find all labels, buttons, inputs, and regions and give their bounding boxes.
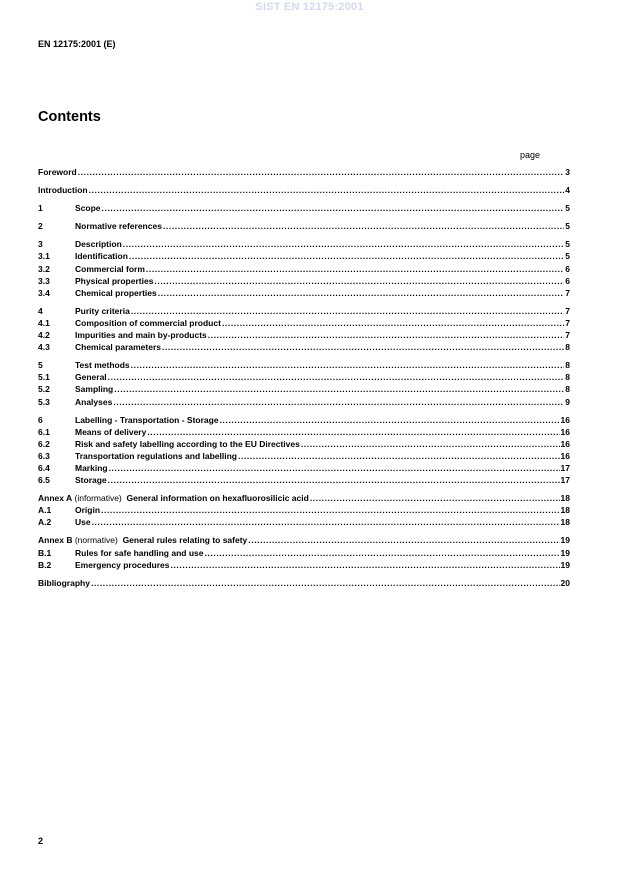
toc-entry-number: 5.1 bbox=[38, 372, 50, 383]
toc-entry-title-text: Risk and safety labelling according to the EU Directives bbox=[75, 438, 300, 449]
annex-status: (normative) bbox=[72, 535, 123, 546]
toc-entry-number: 4.3 bbox=[38, 342, 50, 353]
toc-entry[interactable] bbox=[38, 329, 570, 341]
toc-entry[interactable] bbox=[38, 462, 570, 474]
toc-entry-number: 6.1 bbox=[38, 426, 50, 437]
toc-entry-page: 9 bbox=[565, 396, 570, 407]
toc-entry-number: B.1 bbox=[38, 547, 52, 558]
toc-entry-number: 5.2 bbox=[38, 384, 50, 395]
toc-entry-page: 5 bbox=[565, 221, 570, 232]
toc-entry[interactable] bbox=[38, 383, 570, 395]
dot-leader bbox=[248, 534, 559, 546]
toc-entry-number: B.2 bbox=[38, 559, 52, 570]
toc-entry-title bbox=[75, 329, 207, 341]
toc-entry-title-text: Identification bbox=[75, 251, 128, 262]
toc-entry-title-text: Transportation regulations and labelling bbox=[75, 450, 237, 461]
toc-entry-title bbox=[75, 275, 153, 287]
toc-entry[interactable] bbox=[38, 184, 570, 196]
toc-entry-title-text: Foreword bbox=[38, 167, 77, 177]
watermark: SIST EN 12175:2001 bbox=[255, 1, 364, 13]
toc-entry-page: 17 bbox=[560, 475, 570, 486]
toc-entry-page: 17 bbox=[560, 462, 570, 473]
toc-entry-title bbox=[75, 220, 162, 232]
toc-entry-title bbox=[75, 504, 100, 516]
toc-entry-page: 4 bbox=[565, 185, 570, 196]
toc-entry-title-text: Storage bbox=[75, 475, 107, 486]
toc-entry-page: 5 bbox=[565, 203, 570, 214]
toc-entry[interactable] bbox=[38, 414, 570, 426]
toc-entry[interactable] bbox=[38, 275, 570, 287]
table-of-contents bbox=[38, 166, 570, 589]
toc-entry-title bbox=[75, 450, 237, 462]
toc-entry-page: 6 bbox=[565, 263, 570, 274]
toc-entry[interactable] bbox=[38, 474, 570, 486]
dot-leader bbox=[123, 238, 565, 250]
toc-entry-number: 3.1 bbox=[38, 251, 50, 262]
dot-leader bbox=[108, 371, 565, 383]
dot-leader bbox=[163, 220, 564, 232]
toc-entry-title-text: Composition of commercial product bbox=[75, 317, 221, 328]
toc-entry[interactable] bbox=[38, 220, 570, 232]
document-id: EN 12175:2001 (E) bbox=[38, 39, 116, 49]
toc-entry-title-text: Impurities and main by-products bbox=[75, 330, 207, 341]
toc-entry-number: 3.3 bbox=[38, 275, 50, 286]
toc-entry-title bbox=[75, 371, 107, 383]
toc-entry[interactable] bbox=[38, 359, 570, 371]
page-number: 2 bbox=[38, 836, 44, 846]
toc-entry-title bbox=[75, 426, 146, 438]
toc-entry-title-text: Commercial form bbox=[75, 263, 145, 274]
toc-entry-page: 7 bbox=[565, 317, 570, 328]
toc-entry-title-text: Annex B bbox=[38, 535, 73, 546]
toc-entry-number: 3.4 bbox=[38, 287, 50, 298]
toc-entry-title-text: Analyses bbox=[75, 396, 113, 407]
dot-leader bbox=[301, 438, 560, 450]
toc-entry-title bbox=[75, 414, 219, 426]
toc-entry-number: 4 bbox=[38, 305, 43, 316]
toc-entry-page: 19 bbox=[560, 559, 570, 570]
toc-entry-number: 6.2 bbox=[38, 438, 50, 449]
toc-entry-title-text: Labelling - Transportation - Storage bbox=[75, 414, 219, 425]
dot-leader bbox=[102, 202, 565, 214]
dot-leader bbox=[91, 577, 560, 589]
toc-entry-title bbox=[75, 263, 145, 275]
toc-entry[interactable] bbox=[38, 396, 570, 408]
toc-entry-title bbox=[75, 438, 300, 450]
toc-entry-title bbox=[75, 396, 112, 408]
toc-entry-title-text: Means of delivery bbox=[75, 426, 147, 437]
toc-entry-title bbox=[38, 492, 309, 504]
toc-entry-number: 4.2 bbox=[38, 330, 50, 341]
toc-entry-title bbox=[38, 577, 90, 589]
toc-entry[interactable] bbox=[38, 305, 570, 317]
toc-entry[interactable] bbox=[38, 317, 570, 329]
dot-leader bbox=[204, 547, 559, 559]
dot-leader bbox=[108, 474, 560, 486]
dot-leader bbox=[146, 263, 564, 275]
annex-status: (informative) bbox=[72, 493, 127, 504]
toc-entry-page: 20 bbox=[560, 577, 570, 588]
toc-entry-number: A.1 bbox=[38, 505, 52, 516]
toc-entry-page: 18 bbox=[560, 493, 570, 504]
toc-entry-title-text: Purity criteria bbox=[75, 305, 130, 316]
toc-entry-page: 3 bbox=[565, 167, 570, 177]
toc-entry[interactable] bbox=[38, 426, 570, 438]
dot-leader bbox=[114, 383, 564, 395]
annex-title: General rules relating to safety bbox=[122, 535, 248, 546]
toc-entry-title-text: Sampling bbox=[75, 384, 114, 395]
dot-leader bbox=[109, 462, 560, 474]
toc-entry-title-text: General bbox=[75, 372, 107, 383]
toc-entry-page: 18 bbox=[560, 517, 570, 528]
toc-entry-page: 5 bbox=[565, 251, 570, 262]
toc-entry-title bbox=[75, 462, 108, 474]
toc-entry[interactable] bbox=[38, 263, 570, 275]
dot-leader bbox=[158, 287, 565, 299]
toc-entry-title bbox=[75, 341, 161, 353]
toc-entry-page: 16 bbox=[560, 414, 570, 425]
dot-leader bbox=[89, 184, 565, 196]
toc-entry-page: 8 bbox=[565, 384, 570, 395]
toc-entry[interactable] bbox=[38, 534, 570, 546]
toc-entry-title-text: Test methods bbox=[75, 360, 130, 371]
dot-leader bbox=[238, 450, 560, 462]
dot-leader bbox=[113, 396, 564, 408]
toc-entry-number: 6.5 bbox=[38, 475, 50, 486]
page-column-label: page bbox=[520, 150, 541, 160]
annex-title: General information on hexafluorosilicic acid bbox=[126, 493, 309, 504]
toc-entry-page: 19 bbox=[560, 535, 570, 546]
toc-entry-title bbox=[38, 184, 88, 196]
toc-entry[interactable] bbox=[38, 559, 570, 571]
toc-entry-number: 6 bbox=[38, 414, 43, 425]
toc-entry[interactable] bbox=[38, 577, 570, 589]
toc-entry-page: 8 bbox=[565, 342, 570, 353]
toc-entry-number: 5 bbox=[38, 360, 43, 371]
toc-entry-title bbox=[38, 534, 247, 546]
toc-entry-title-text: Rules for safe handling and use bbox=[75, 547, 204, 558]
toc-entry-number: 1 bbox=[38, 203, 43, 214]
toc-entry-title-text: Origin bbox=[75, 505, 101, 516]
dot-leader bbox=[154, 275, 564, 287]
toc-entry-title-text: Emergency procedures bbox=[75, 559, 170, 570]
toc-entry-number: 3 bbox=[38, 239, 43, 250]
toc-entry-title-text: Chemical parameters bbox=[75, 342, 161, 353]
toc-entry-page: 8 bbox=[565, 360, 570, 371]
toc-entry[interactable] bbox=[38, 504, 570, 516]
toc-entry-number: 6.4 bbox=[38, 462, 50, 473]
toc-entry-page: 7 bbox=[565, 305, 570, 316]
dot-leader bbox=[147, 426, 559, 438]
dot-leader bbox=[101, 504, 560, 516]
toc-entry-title bbox=[75, 547, 203, 559]
toc-entry[interactable] bbox=[38, 516, 570, 528]
dot-leader bbox=[208, 329, 564, 341]
toc-entry-title bbox=[75, 317, 221, 329]
toc-entry-title-text: Physical properties bbox=[75, 275, 154, 286]
toc-entry-page: 8 bbox=[565, 372, 570, 383]
dot-leader bbox=[131, 305, 564, 317]
dot-leader bbox=[220, 414, 560, 426]
toc-entry-title-text: Bibliography bbox=[38, 577, 90, 588]
toc-entry[interactable] bbox=[38, 166, 570, 178]
toc-entry[interactable] bbox=[38, 547, 570, 559]
dot-leader bbox=[162, 341, 564, 353]
toc-entry-title bbox=[75, 238, 122, 250]
toc-entry[interactable] bbox=[38, 492, 570, 504]
dot-leader bbox=[92, 516, 560, 528]
contents-heading: Contents bbox=[38, 109, 101, 125]
toc-entry-title-text: Description bbox=[75, 239, 122, 250]
toc-entry-page: 7 bbox=[565, 287, 570, 298]
dot-leader bbox=[222, 317, 564, 329]
toc-entry[interactable] bbox=[38, 341, 570, 353]
toc-entry-page: 16 bbox=[560, 426, 570, 437]
toc-entry-title bbox=[75, 474, 107, 486]
toc-entry-number: 6.3 bbox=[38, 450, 50, 461]
toc-entry-page: 5 bbox=[565, 239, 570, 250]
toc-entry[interactable] bbox=[38, 450, 570, 462]
toc-entry[interactable] bbox=[38, 238, 570, 250]
dot-leader bbox=[129, 250, 564, 262]
toc-entry-page: 16 bbox=[560, 450, 570, 461]
toc-entry-title bbox=[75, 383, 113, 395]
toc-entry-title-text: Marking bbox=[75, 462, 108, 473]
dot-leader bbox=[78, 166, 565, 178]
toc-entry-title bbox=[75, 250, 128, 262]
toc-entry-title bbox=[75, 516, 91, 528]
toc-entry-number: 3.2 bbox=[38, 263, 50, 274]
toc-entry-title-text: Introduction bbox=[38, 185, 88, 196]
toc-entry-number: 4.1 bbox=[38, 317, 50, 328]
toc-entry-page: 16 bbox=[560, 438, 570, 449]
toc-entry-number: A.2 bbox=[38, 517, 52, 528]
toc-entry[interactable] bbox=[38, 202, 570, 214]
toc-entry-title-text: Use bbox=[75, 517, 91, 528]
toc-entry-title-text: Normative references bbox=[75, 221, 162, 232]
toc-entry[interactable] bbox=[38, 371, 570, 383]
toc-entry-title-text: Annex A bbox=[38, 493, 73, 504]
dot-leader bbox=[131, 359, 565, 371]
toc-entry-title bbox=[75, 359, 130, 371]
toc-entry-title bbox=[38, 166, 77, 178]
toc-entry-page: 6 bbox=[565, 275, 570, 286]
toc-entry-number: 2 bbox=[38, 221, 43, 232]
toc-entry[interactable] bbox=[38, 438, 570, 450]
toc-entry-title-text: Scope bbox=[75, 203, 101, 214]
toc-entry-title bbox=[75, 305, 130, 317]
toc-entry-title-text: Chemical properties bbox=[75, 287, 157, 298]
toc-entry-title bbox=[75, 202, 101, 214]
toc-entry-page: 18 bbox=[560, 505, 570, 516]
toc-entry[interactable] bbox=[38, 287, 570, 299]
toc-entry-number: 5.3 bbox=[38, 396, 50, 407]
toc-entry-page: 19 bbox=[560, 547, 570, 558]
toc-entry-page: 7 bbox=[565, 330, 570, 341]
dot-leader bbox=[310, 492, 560, 504]
toc-entry-title bbox=[75, 287, 157, 299]
dot-leader bbox=[170, 559, 559, 571]
toc-entry[interactable] bbox=[38, 250, 570, 262]
toc-entry-title bbox=[75, 559, 169, 571]
